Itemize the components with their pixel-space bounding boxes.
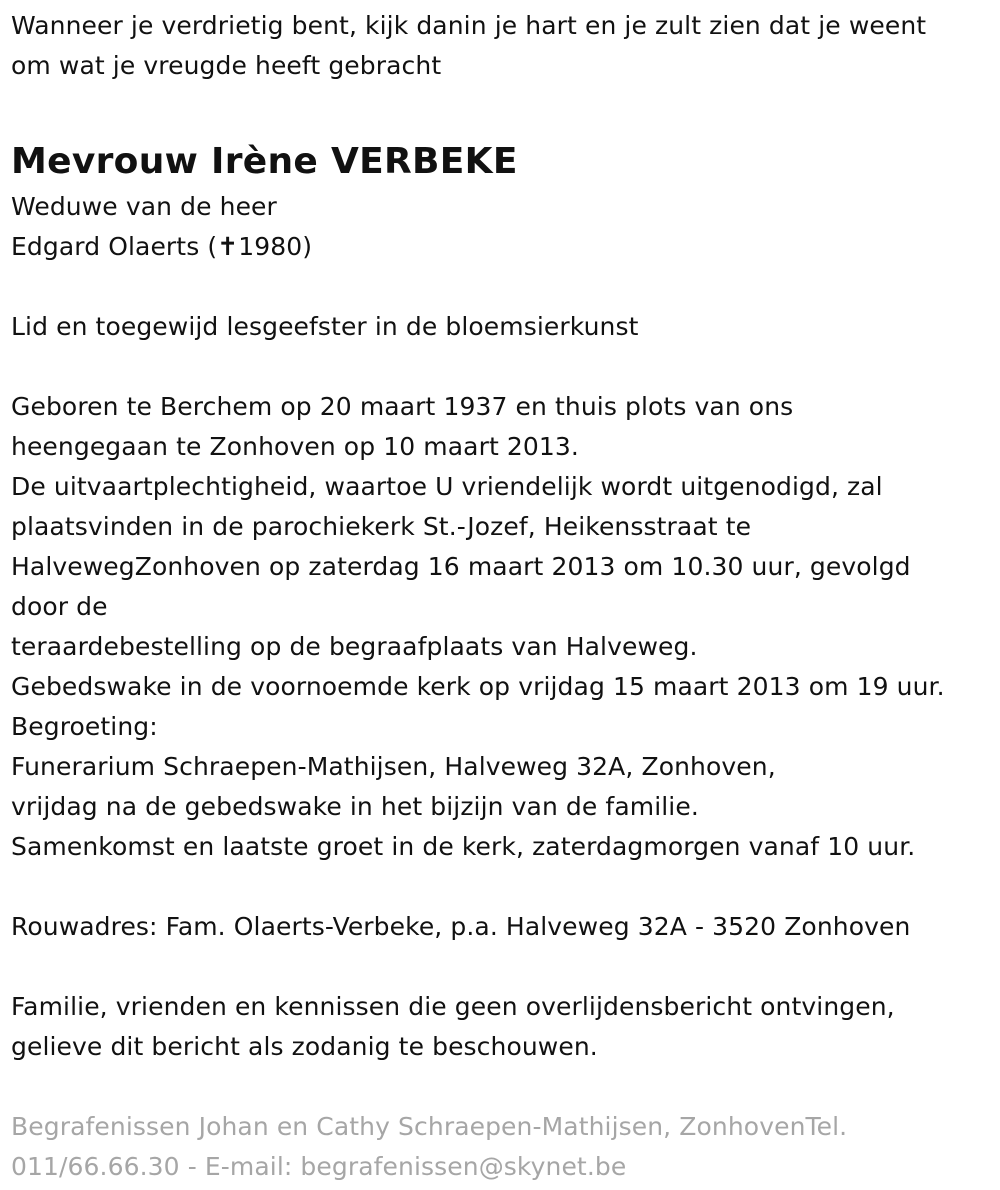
notice-line-1: Familie, vrienden en kennissen die geen overlijdensbericht ontvingen, xyxy=(11,992,895,1021)
spacer xyxy=(11,267,991,307)
footer-line-1: Begrafenissen Johan en Cathy Schraepen-Mathijsen, ZonhovenTel. xyxy=(11,1112,848,1141)
footer-line-2: 011/66.66.30 - E-mail: begrafenissen@skynet.be xyxy=(11,1152,627,1181)
details-line: teraardebestelling op de begraafplaats van Halveweg. xyxy=(11,632,698,661)
relation-line-2: Edgard Olaerts (✝1980) xyxy=(11,232,313,261)
spacer xyxy=(11,947,991,987)
relation-line-1: Weduwe van de heer xyxy=(11,192,277,221)
deceased-name: Mevrouw Irène VERBEKE xyxy=(11,141,518,182)
details-line: door de xyxy=(11,592,108,621)
relation-block xyxy=(11,187,991,267)
spacer xyxy=(11,867,991,907)
details-line: HalvewegZonhoven op zaterdag 16 maart 2013 om 10.30 uur, gevolgd xyxy=(11,552,911,581)
quote-line-2: om wat je vreugde heeft gebracht xyxy=(11,51,442,80)
details-line: Geboren te Berchem op 20 maart 1937 en thuis plots van ons xyxy=(11,392,794,421)
notice-line-2: gelieve dit bericht als zodanig te beschouwen. xyxy=(11,1032,598,1061)
details-line: Begroeting: xyxy=(11,712,158,741)
details-line: plaatsvinden in de parochiekerk St.-Jozef, Heikensstraat te xyxy=(11,512,752,541)
spacer xyxy=(11,1067,991,1107)
details-line: Gebedswake in de voornoemde kerk op vrijdag 15 maart 2013 om 19 uur. xyxy=(11,672,945,701)
details-line: Samenkomst en laatste groet in de kerk, zaterdagmorgen vanaf 10 uur. xyxy=(11,832,916,861)
details-line: Funerarium Schraepen-Mathijsen, Halveweg 32A, Zonhoven, xyxy=(11,752,776,781)
mourning-address: Rouwadres: Fam. Olaerts-Verbeke, p.a. Halveweg 32A - 3520 Zonhoven xyxy=(11,912,911,941)
details-line: De uitvaartplechtigheid, waartoe U vriendelijk wordt uitgenodigd, zal xyxy=(11,472,883,501)
funeral-details xyxy=(11,387,991,867)
obituary-notice xyxy=(11,0,991,1187)
spacer xyxy=(11,347,991,387)
membership-line: Lid en toegewijd lesgeefster in de bloemsierkunst xyxy=(11,312,639,341)
quote-line-1: Wanneer je verdrietig bent, kijk danin je hart en je zult zien dat je weent xyxy=(11,11,927,40)
details-line: heengegaan te Zonhoven op 10 maart 2013. xyxy=(11,432,579,461)
details-line: vrijdag na de gebedswake in het bijzijn van de familie. xyxy=(11,792,699,821)
opening-quote xyxy=(11,6,991,86)
funeral-home-footer xyxy=(11,1107,991,1187)
notice-block xyxy=(11,987,991,1067)
